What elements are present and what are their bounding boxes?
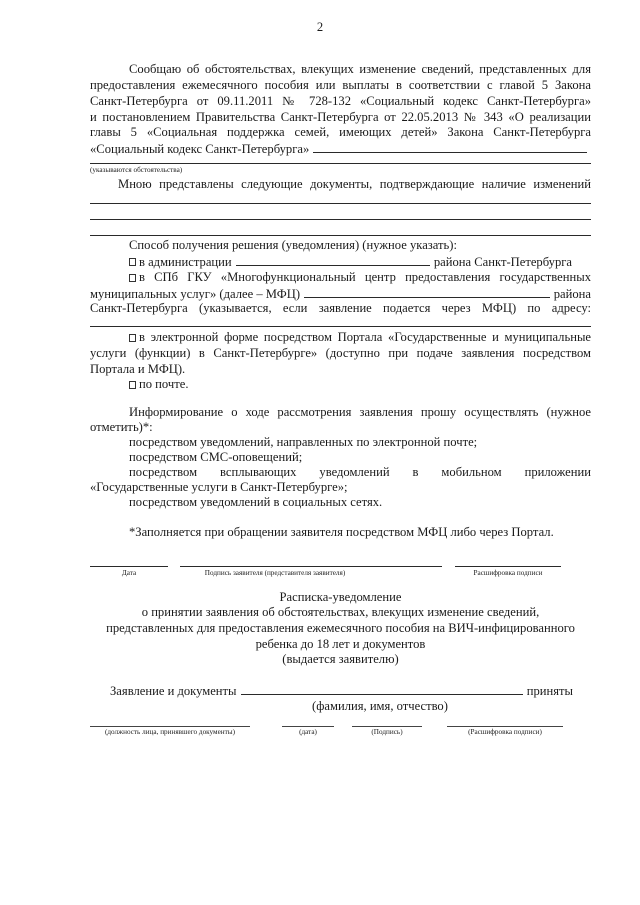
documents-fill-line-1[interactable] — [90, 203, 591, 204]
date-caption: Дата — [121, 569, 137, 577]
mail-text: по почте. — [139, 377, 189, 391]
admin-district-input[interactable] — [236, 254, 430, 266]
receipt-line-4: (выдается заявителю) — [282, 652, 399, 666]
inform-line-2: отметить)*: — [90, 420, 153, 434]
decode-caption: Расшифровка подписи — [473, 569, 543, 577]
mfc-line-2 — [90, 286, 591, 302]
inform-option-social[interactable]: посредством уведомлений в социальных сетях. — [129, 495, 383, 509]
receipt-date-input[interactable] — [282, 726, 334, 727]
position-input[interactable] — [90, 726, 250, 727]
position-caption: (должность лица, принявшего документы) — [105, 728, 235, 736]
inform-option-app-line-2: «Государственные услуги в Санкт-Петербурге»; — [90, 480, 348, 494]
receipt-decode-caption: (Расшифровка подписи) — [468, 728, 542, 736]
receipt-sign-caption: (Подпись) — [371, 728, 403, 736]
portal-checkbox[interactable] — [129, 334, 136, 342]
accepted-row — [110, 683, 573, 699]
inform-line-1: Информирование о ходе рассмотрения заявления прошу осуществлять (нужное — [129, 405, 591, 419]
accepted-prefix: Заявление и документы — [110, 684, 237, 698]
method-admin-row — [129, 254, 572, 270]
portal-line-1 — [129, 330, 591, 345]
inform-option-email[interactable]: посредством уведомлений, направленных по электронной почте; — [129, 435, 478, 449]
receipt-title: Расписка-уведомление — [279, 590, 402, 604]
mfc-address-input[interactable] — [90, 326, 591, 327]
intro-last-line — [90, 141, 591, 157]
accepted-suffix: приняты — [526, 684, 573, 698]
fio-caption: (фамилия, имя, отчество) — [312, 699, 448, 713]
mfc-line-1-text: в СПб ГКУ «Многофункциональный центр предоставления государственных — [139, 270, 591, 284]
receipt-line-3: ребенка до 18 лет и документов — [255, 637, 426, 651]
receipt-date-caption: (дата) — [299, 728, 317, 736]
receipt-decode-input[interactable] — [447, 726, 563, 727]
admin-suffix: района Санкт-Петербурга — [433, 255, 572, 269]
intro-line-2: предоставления ежемесячного пособия или выплаты в соответствии с главой 5 Закона — [90, 78, 591, 92]
mail-option — [129, 377, 188, 392]
portal-line-2: услуги (функции) в Санкт-Петербурге» (доступно при подаче заявления посредством — [90, 346, 591, 360]
circumstances-caption: (указываются обстоятельства) — [90, 166, 183, 174]
portal-line-3: Портала и МФЦ). — [90, 362, 186, 376]
inform-option-app[interactable]: посредством всплывающих уведомлений в мобильном приложении — [129, 465, 591, 479]
mfc-district-input[interactable] — [304, 286, 550, 298]
documents-line: Мною представлены следующие документы, подтверждающие наличие изменений — [118, 177, 591, 191]
method-title: Способ получения решения (уведомления) (нужное указать): — [129, 238, 457, 252]
intro-line-6: «Социальный кодекс Санкт-Петербурга» — [90, 142, 310, 156]
applicant-name-input[interactable] — [241, 683, 523, 695]
admin-prefix: в администрации — [139, 255, 232, 269]
intro-line-3: Санкт-Петербурга от 09.11.2011 № 728-132 «Социальный кодекс Санкт-Петербурга» — [90, 94, 591, 108]
receipt-line-2: представленных для предоставления ежемесячного пособия на ВИЧ-инфицированного — [106, 621, 575, 635]
mfc-line-2-suffix: района — [553, 287, 591, 301]
documents-fill-line-3[interactable] — [90, 235, 591, 236]
intro-line-1: Сообщаю об обстоятельствах, влекущих изменение сведений, представленных для — [129, 62, 591, 76]
intro-line-4: и постановлением Правительства Санкт-Петербурга от 22.05.2013 № 343 «О реализации — [90, 110, 591, 124]
inform-option-sms[interactable]: посредством СМС-оповещений; — [129, 450, 303, 464]
footnote: *Заполняется при обращении заявителя посредством МФЦ либо через Портал. — [129, 525, 554, 539]
circumstances-fill-line-1[interactable] — [313, 141, 587, 153]
mfc-line-1 — [129, 270, 591, 285]
signature-input[interactable] — [180, 566, 442, 567]
receipt-sign-input[interactable] — [352, 726, 422, 727]
portal-line-1-text: в электронной форме посредством Портала «Государственные и муниципальные — [139, 330, 591, 344]
signature-decode-input[interactable] — [455, 566, 561, 567]
intro-line-5: главы 5 «Социальная поддержка семей, имеющих детей» Закона Санкт-Петербурга — [90, 125, 591, 139]
documents-fill-line-2[interactable] — [90, 219, 591, 220]
admin-checkbox[interactable] — [129, 258, 136, 266]
mfc-line-2-prefix: муниципальных услуг» (далее – МФЦ) — [90, 287, 301, 301]
mfc-checkbox[interactable] — [129, 274, 136, 282]
page-number: 2 — [316, 20, 324, 34]
receipt-line-1: о принятии заявления об обстоятельствах, влекущих изменение сведений, — [141, 605, 540, 619]
date-input[interactable] — [90, 566, 168, 567]
mfc-line-3: Санкт-Петербурга (указывается, если заявление подается через МФЦ) по адресу: — [90, 301, 591, 315]
circumstances-fill-line-2[interactable] — [90, 163, 591, 164]
signature-caption: Подпись заявителя (представителя заявителя) — [204, 569, 346, 577]
mail-checkbox[interactable] — [129, 381, 136, 389]
